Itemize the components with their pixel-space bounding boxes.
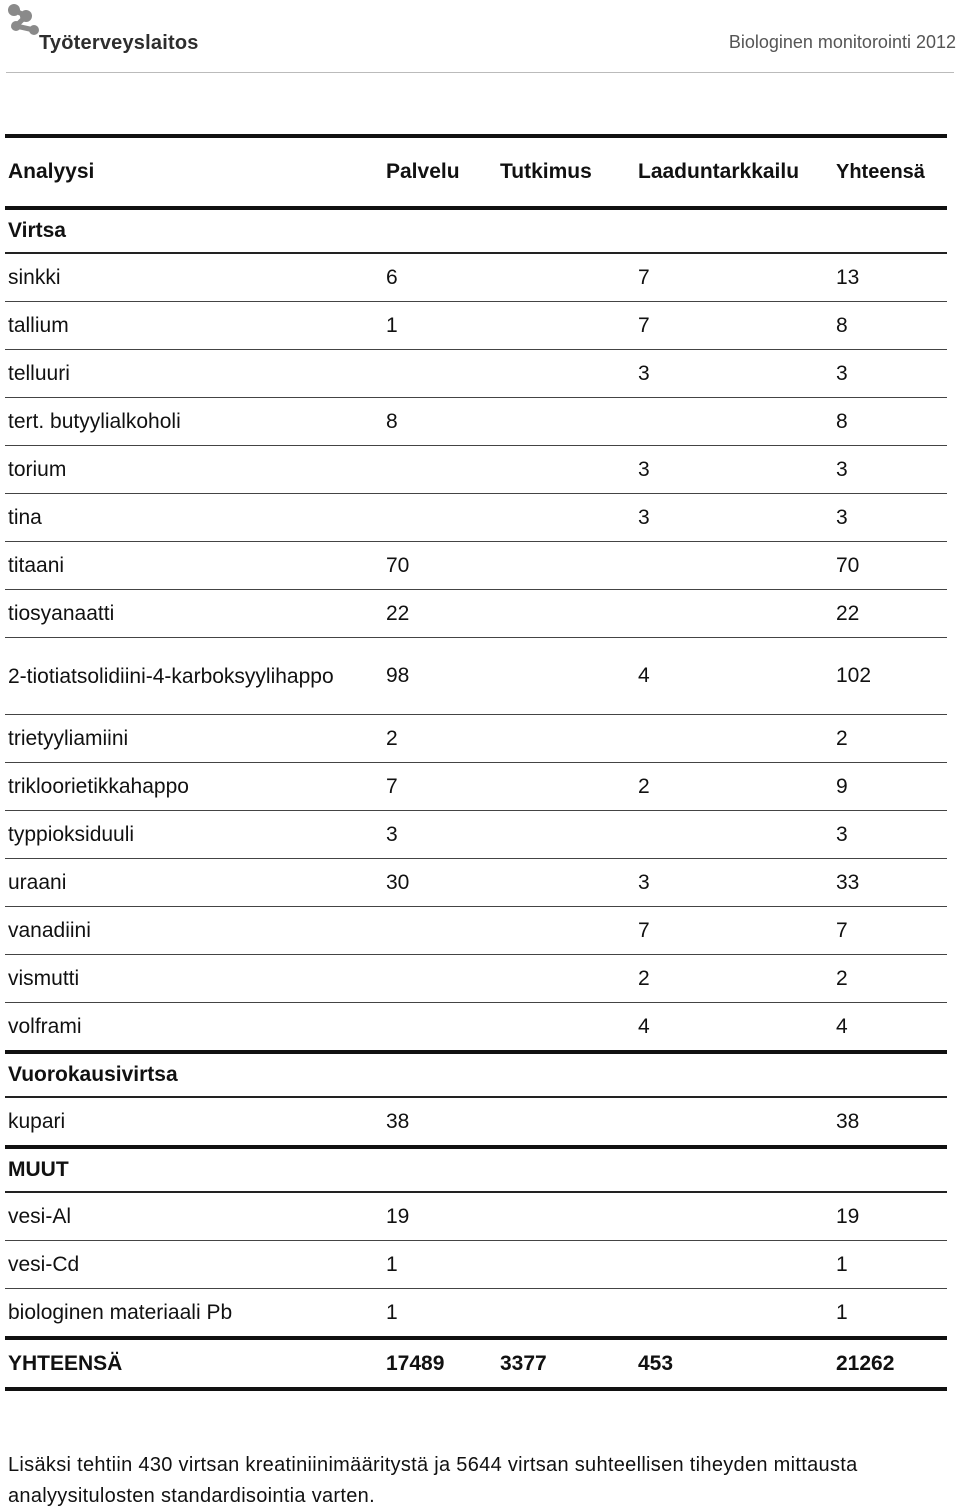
table-row <box>5 955 947 1003</box>
table-row <box>5 1289 947 1339</box>
table-cell-analyysi: telluuri <box>8 361 70 385</box>
total-row <box>5 1338 947 1389</box>
table-cell-tutkimus <box>497 1003 635 1053</box>
table-cell-analyysi: 2-tiotiatsolidiini-4-karboksyylihappo <box>8 664 334 688</box>
table-cell-analyysi: vesi-Al <box>8 1204 72 1228</box>
column-header: Laaduntarkkailu <box>638 160 800 183</box>
table-cell-analyysi: tiosyanaatti <box>8 601 115 625</box>
table-cell-analyysi: kupari <box>8 1109 66 1133</box>
table-cell-yhteensa: 7 <box>836 918 848 942</box>
table-cell-palvelu: 8 <box>386 409 398 433</box>
table-cell-palvelu: 22 <box>386 601 410 625</box>
table-cell-laaduntarkkailu: 2 <box>638 966 650 990</box>
table-cell-yhteensa: 9 <box>836 774 848 798</box>
table-cell-palvelu: 1 <box>386 1252 398 1276</box>
column-header: Palvelu <box>386 160 460 183</box>
table-cell-laaduntarkkailu: 4 <box>638 1014 650 1038</box>
table-cell-palvelu: 1 <box>386 313 398 337</box>
total-cell-palvelu: 17489 <box>386 1351 445 1375</box>
table-cell-palvelu: 2 <box>386 726 398 750</box>
table-cell-palvelu: 3 <box>386 822 398 846</box>
table-row <box>5 1003 947 1053</box>
section-row <box>5 1147 947 1192</box>
table-cell-palvelu <box>383 1003 497 1053</box>
page-header <box>0 0 960 76</box>
table-cell-laaduntarkkailu: 3 <box>638 870 650 894</box>
table-row <box>5 350 947 398</box>
table-row <box>5 1097 947 1147</box>
column-header: Yhteensä <box>836 160 925 183</box>
table-cell-tutkimus <box>497 590 635 638</box>
table-cell-laaduntarkkailu: 2 <box>638 774 650 798</box>
table-cell-yhteensa: 3 <box>836 822 848 846</box>
table-cell-yhteensa: 2 <box>836 966 848 990</box>
table-row <box>5 907 947 955</box>
table-cell-laaduntarkkailu: 7 <box>638 313 650 337</box>
table-cell-palvelu: 7 <box>386 774 398 798</box>
section-row <box>5 1052 947 1097</box>
table-cell-laaduntarkkailu <box>635 1289 833 1339</box>
section-title: Vuorokausivirtsa <box>8 1063 178 1086</box>
table-cell-tutkimus <box>497 494 635 542</box>
table-cell-analyysi: uraani <box>8 870 67 894</box>
table-cell-yhteensa: 8 <box>836 409 848 433</box>
table-cell-laaduntarkkailu: 7 <box>638 265 650 289</box>
column-header: Analyysi <box>8 160 95 183</box>
table-cell-laaduntarkkailu <box>635 715 833 763</box>
table-cell-tutkimus <box>497 763 635 811</box>
table-cell-laaduntarkkailu: 3 <box>638 505 650 529</box>
section-row <box>5 208 947 253</box>
total-cell-tutkimus: 3377 <box>500 1351 547 1375</box>
header-divider <box>6 72 954 73</box>
table-cell-tutkimus <box>497 253 635 302</box>
table-cell-laaduntarkkailu <box>635 542 833 590</box>
table-cell-analyysi: vanadiini <box>8 918 91 942</box>
table-cell-yhteensa: 1 <box>836 1300 848 1324</box>
table-cell-tutkimus <box>497 350 635 398</box>
table-cell-tutkimus <box>497 1097 635 1147</box>
table-cell-tutkimus <box>497 1241 635 1289</box>
table-cell-laaduntarkkailu <box>635 398 833 446</box>
table-cell-analyysi: tallium <box>8 313 69 337</box>
table-cell-laaduntarkkailu <box>635 1241 833 1289</box>
table-cell-yhteensa: 4 <box>836 1014 848 1038</box>
table-cell-analyysi: biologinen materiaali Pb <box>8 1300 233 1324</box>
table-cell-yhteensa: 13 <box>836 265 860 289</box>
logo-text: Työterveyslaitos <box>39 32 199 54</box>
table-cell-tutkimus <box>497 638 635 715</box>
table-cell-yhteensa: 3 <box>836 361 848 385</box>
total-cell-yhteensa: 21262 <box>836 1351 895 1375</box>
table-cell-yhteensa: 33 <box>836 870 860 894</box>
table-cell-analyysi: torium <box>8 457 67 481</box>
table-cell-yhteensa: 2 <box>836 726 848 750</box>
table-cell-analyysi: tert. butyylialkoholi <box>8 409 181 433</box>
table-cell-laaduntarkkailu: 7 <box>638 918 650 942</box>
table-cell-palvelu <box>383 907 497 955</box>
table-cell-laaduntarkkailu: 3 <box>638 361 650 385</box>
table-cell-tutkimus <box>497 859 635 907</box>
footnote: Lisäksi tehtiin 430 virtsan kreatiniinimääritystä ja 5644 virtsan suhteellisen tiheyden mittausta analyysitulosten standardisointia varten. <box>8 1454 858 1507</box>
table-row <box>5 494 947 542</box>
table-cell-yhteensa: 19 <box>836 1204 860 1228</box>
table-cell-tutkimus <box>497 955 635 1003</box>
table-cell-tutkimus <box>497 542 635 590</box>
table-cell-yhteensa: 3 <box>836 505 848 529</box>
table-cell-palvelu <box>383 350 497 398</box>
table-row <box>5 811 947 859</box>
table-cell-laaduntarkkailu: 3 <box>638 457 650 481</box>
table-cell-laaduntarkkailu <box>635 1192 833 1241</box>
table-row <box>5 1192 947 1241</box>
table-cell-yhteensa: 102 <box>836 664 872 687</box>
table-cell-tutkimus <box>497 1289 635 1339</box>
table-cell-palvelu <box>383 955 497 1003</box>
table-cell-palvelu: 6 <box>386 265 398 289</box>
section-title: MUUT <box>8 1158 69 1181</box>
table-cell-palvelu: 70 <box>386 553 410 577</box>
table-cell-yhteensa: 3 <box>836 457 848 481</box>
table-cell-yhteensa: 38 <box>836 1109 860 1133</box>
table-cell-laaduntarkkailu: 4 <box>638 664 650 687</box>
table-cell-palvelu: 38 <box>386 1109 410 1133</box>
table-row <box>5 1241 947 1289</box>
table-cell-palvelu <box>383 446 497 494</box>
table-cell-laaduntarkkailu <box>635 1097 833 1147</box>
logo <box>6 2 199 62</box>
table-cell-analyysi: vesi-Cd <box>8 1252 80 1276</box>
table-cell-palvelu <box>383 494 497 542</box>
table-cell-palvelu: 30 <box>386 870 410 894</box>
table-row <box>5 763 947 811</box>
table-cell-palvelu: 1 <box>386 1300 398 1324</box>
table-cell-yhteensa: 70 <box>836 553 860 577</box>
header-title: Biologinen monitorointi 2012 <box>728 32 956 52</box>
table-cell-analyysi: sinkki <box>8 265 61 289</box>
analysis-table <box>5 134 947 1391</box>
table-cell-palvelu: 98 <box>386 664 410 687</box>
table-cell-analyysi: volframi <box>8 1014 82 1038</box>
table-cell-tutkimus <box>497 715 635 763</box>
table-row <box>5 590 947 638</box>
table-row <box>5 859 947 907</box>
table-cell-tutkimus <box>497 446 635 494</box>
section-title: Virtsa <box>8 219 66 242</box>
total-cell-laaduntarkkailu: 453 <box>638 1351 674 1375</box>
table-cell-laaduntarkkailu <box>635 590 833 638</box>
table-row <box>5 253 947 302</box>
table-cell-analyysi: titaani <box>8 553 65 577</box>
table-row <box>5 302 947 350</box>
table-cell-tutkimus <box>497 1192 635 1241</box>
table-row <box>5 446 947 494</box>
table-cell-yhteensa: 8 <box>836 313 848 337</box>
table-header-row <box>5 136 947 208</box>
table-cell-analyysi: tina <box>8 505 42 529</box>
table-cell-tutkimus <box>497 302 635 350</box>
table-cell-laaduntarkkailu <box>635 811 833 859</box>
table-row <box>5 715 947 763</box>
table-cell-tutkimus <box>497 907 635 955</box>
table-cell-analyysi: vismutti <box>8 966 80 990</box>
table-cell-tutkimus <box>497 398 635 446</box>
table-cell-palvelu: 19 <box>386 1204 410 1228</box>
table-cell-tutkimus <box>497 811 635 859</box>
table-cell-analyysi: typpioksiduuli <box>8 822 135 846</box>
table-row <box>5 542 947 590</box>
table-cell-analyysi: trikloorietikkahappo <box>8 774 189 798</box>
table-cell-analyysi: trietyyliamiini <box>8 726 129 750</box>
column-header: Tutkimus <box>500 160 592 183</box>
table-row <box>5 638 947 715</box>
table-row <box>5 398 947 446</box>
table-cell-yhteensa: 1 <box>836 1252 848 1276</box>
total-cell-analyysi: YHTEENSÄ <box>8 1351 123 1375</box>
table-cell-yhteensa: 22 <box>836 601 860 625</box>
